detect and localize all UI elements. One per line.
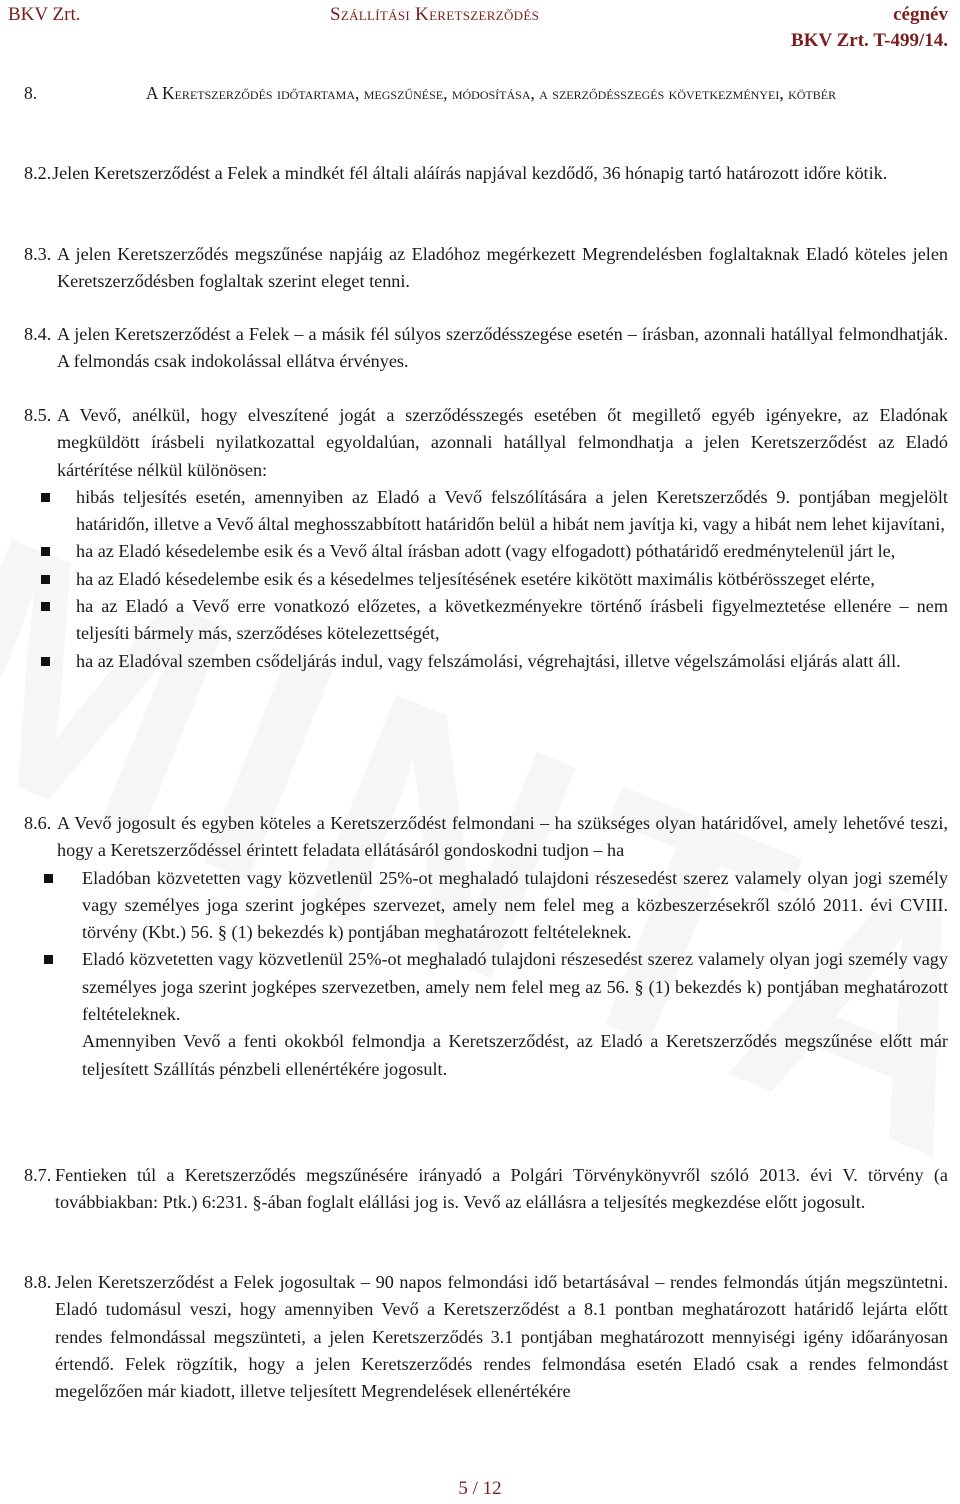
clause-continuation: Amennyiben Vevő a fenti okokból felmondja a Keretszerződést, az Eladó a Keretszerződés megszűnése előtt már teljesített Szállítás pénzbeli ellenértékére jogosult. <box>82 1031 948 1079</box>
clause-number: 8.7. <box>24 1165 52 1185</box>
list-item: Eladóban közvetetten vagy közvetlenül 25%-ot meghaladó tulajdoni részesedést szerez valamely olyan jogi személy vagy személyes joga szerint jogképes szervezet, amely nem felel meg a közbeszerzésekről szóló 2011. évi CVIII. törvény (Kbt.) 56. § (1) bekezdés k) pontjában meghatározott feltételeknek. <box>24 865 948 947</box>
clause-8-8 <box>24 1269 948 1405</box>
clause-text: A jelen Keretszerződés megszűnése napjáig az Eladóhoz megérkezett Megrendelésben foglaltaknak Eladó köteles jelen Keretszerződésben foglaltak szerint eleget tenni. <box>57 244 948 292</box>
list-item: hibás teljesítés esetén, amennyiben az Eladó a Vevő felszólítására a jelen Keretszerződés 9. pontjában megjelölt határidőn, illetve a Vevő által meghosszabbított határidőn belül a hibát nem javítja ki, vagy a hibát nem lehet kijavítani, <box>24 484 948 539</box>
bullet-icon <box>44 874 53 883</box>
list-item: Eladó közvetetten vagy közvetlenül 25%-ot meghaladó tulajdoni részesedést szerez valamely olyan jogi személy vagy személyes joga szerint jogképes szervezetben, amely nem felel meg az 56. § (1) bekezdés k) pontjában meghatározott feltételeknek. <box>24 946 948 1028</box>
list-item: ha az Eladóval szemben csődeljárás indul, vagy felszámolási, végrehajtási, illetve végelszámolási eljárás alatt áll. <box>24 648 948 675</box>
clause-number: 8.2. <box>24 163 52 183</box>
bullet-icon <box>41 657 50 666</box>
clause-text: A jelen Keretszerződést a Felek – a másik fél súlyos szerződésszegése esetén – írásban, azonnali hatállyal felmondhatják. A felmondás csak indokolással ellátva érvényes. <box>57 324 948 372</box>
clause-text: Jelen Keretszerződést a Felek a mindkét fél általi aláírás napjával kezdődő, 36 hónapig tartó határozott időre kötik. <box>52 163 888 183</box>
termination-reasons-list <box>24 484 948 675</box>
clause-number: 8.6. <box>24 813 52 833</box>
bullet-icon <box>44 955 53 964</box>
clause-8-3 <box>24 241 948 296</box>
list-item: ha az Eladó késedelembe esik és a Vevő által írásban adott (vagy elfogadott) póthatáridő eredménytelenül járt le, <box>24 538 948 565</box>
header-company-placeholder: cégnév <box>893 4 948 25</box>
header-company: BKV Zrt. <box>8 4 81 25</box>
clause-8-7 <box>24 1162 948 1217</box>
clause-number: 8.3. <box>24 244 52 264</box>
page-header <box>0 4 960 54</box>
header-document-title: Szállítási Keretszerződés <box>330 4 540 25</box>
section-heading-title: A Keretszerződés időtartama, megszűnése, módosítása, a szerződésszegés következményei, kötbér <box>145 83 837 103</box>
clause-number: 8.4. <box>24 324 52 344</box>
header-reference-number: BKV Zrt. T-499/14. <box>791 30 948 51</box>
clause-text: Jelen Keretszerződést a Felek jogosultak – 90 napos felmondási idő betartásával – rendes felmondás útján megszüntetni. Eladó tudomásul veszi, hogy amennyiben Vevő a Keretszerződést a 8.1 pontban meghatározott határidő lejárta előtt rendes felmondással megszünteti, a jelen Keretszerződés 3.1 pontjában meghatározott mennyiségi igény időarányosan értendő. Felek rögzítik, hogy a jelen Keretszerződés rendes felmondása esetén Eladó csak a rendes felmondást megelőzően már kiadott, illetve teljesített Megrendelések ellenértékére <box>55 1272 948 1402</box>
list-item: ha az Eladó a Vevő erre vonatkozó előzetes, a következményekre történő írásbeli figyelmeztetése ellenére – nem teljesíti bármely más, szerződéses kötelezettségét, <box>24 593 948 648</box>
clause-8-4 <box>24 321 948 376</box>
clause-8-5 <box>24 402 948 675</box>
bullet-icon <box>41 602 50 611</box>
page-number: 5 / 12 <box>458 1478 502 1499</box>
clause-text: A Vevő, anélkül, hogy elveszítené jogát a szerződésszegés esetében őt megillető egyéb igényekre, az Eladónak megküldött írásbeli nyilatkozattal egyoldalúan, azonnali hatállyal felmondhatja a jelen Keretszerződést az Eladó kártérítése nélkül különösen: <box>57 405 948 480</box>
section-heading <box>24 80 936 107</box>
clause-number: 8.8. <box>24 1272 52 1292</box>
mandatory-termination-list <box>24 865 948 1029</box>
bullet-icon <box>41 575 50 584</box>
clause-number: 8.5. <box>24 405 52 425</box>
clause-8-2 <box>24 160 948 187</box>
clause-8-6 <box>24 810 948 1083</box>
clause-text: A Vevő jogosult és egyben köteles a Keretszerződést felmondani – ha szükséges olyan határidővel, amely lehetővé teszi, hogy a Keretszerződéssel érintett feladata ellátásáról gondoskodni tudjon – ha <box>57 813 948 861</box>
list-item: ha az Eladó késedelembe esik és a késedelmes teljesítésének esetére kikötött maximális kötbérösszeget elérte, <box>24 566 948 593</box>
section-heading-number: 8. <box>24 83 38 103</box>
bullet-icon <box>41 493 50 502</box>
bullet-icon <box>41 547 50 556</box>
clause-text: Fentieken túl a Keretszerződés megszűnésére irányadó a Polgári Törvénykönyvről szóló 2013. évi V. törvény (a továbbiakban: Ptk.) 6:231. §-ában foglalt elállási jog is. Vevő az elállásra a teljesítés megkezdése előtt jogosult. <box>55 1165 948 1213</box>
